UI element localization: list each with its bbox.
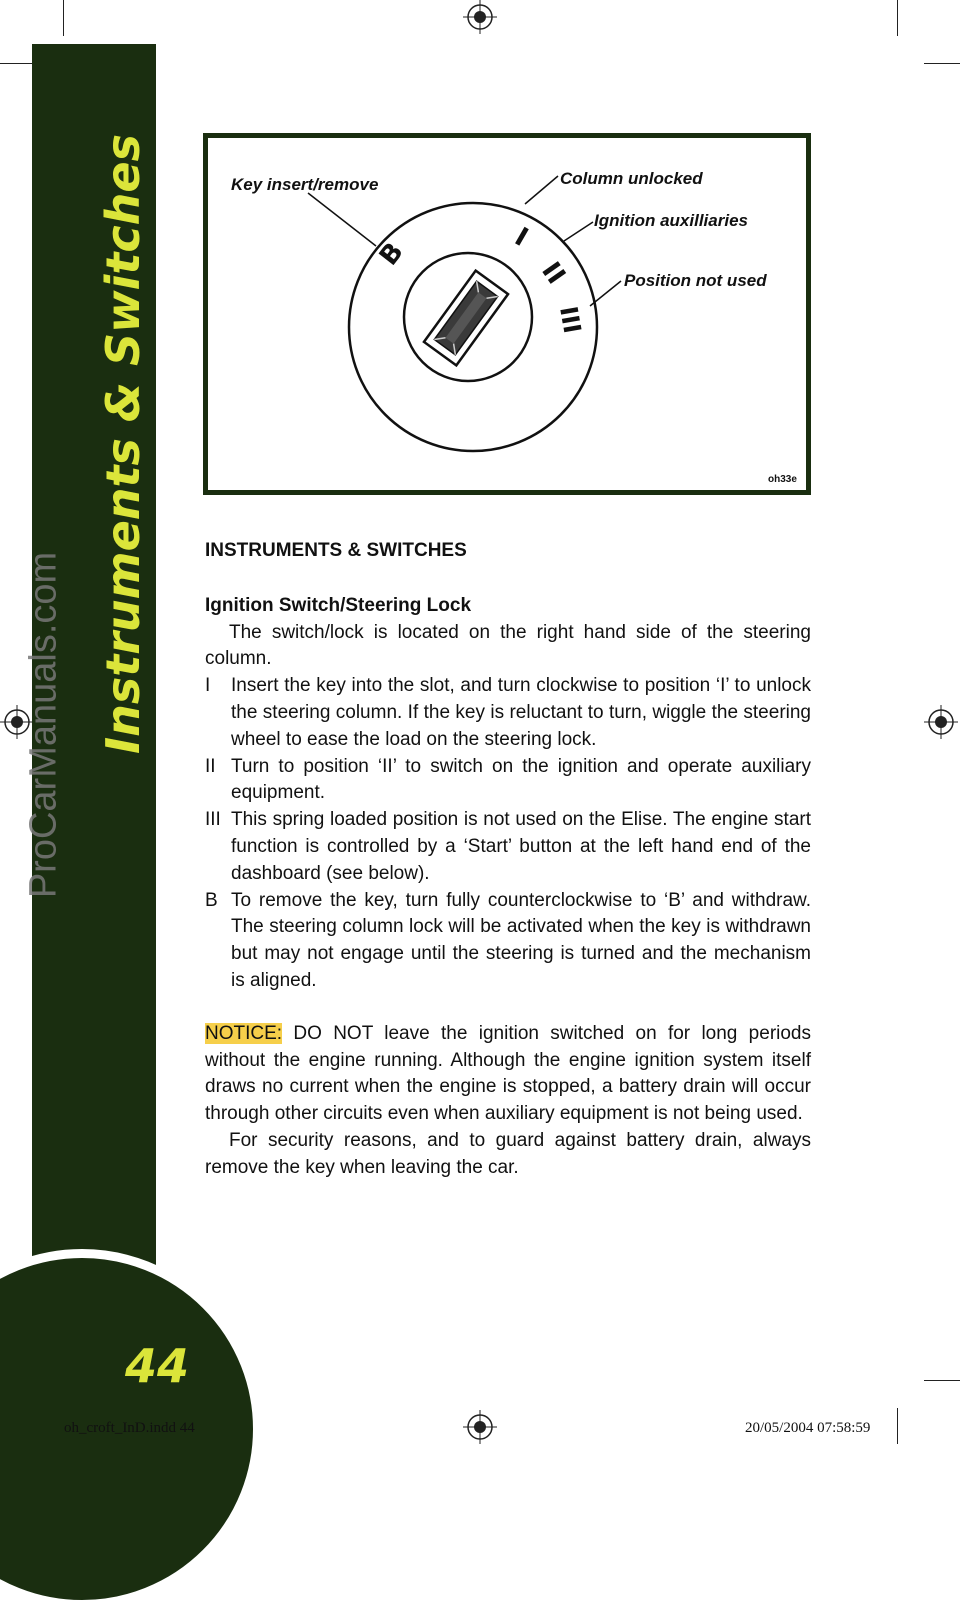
item-number: III <box>205 809 221 831</box>
footer-file: oh_croft_InD.indd 44 <box>64 1420 195 1436</box>
registration-mark-icon <box>924 705 958 739</box>
item-text: This spring loaded position is not used on the Elise. The engine start function is controlled by a ‘Start’ button at the left hand end of the dashboard (see below). <box>231 809 811 884</box>
item-text: Insert the key into the slot, and turn clockwise to position ‘I’ to unlock the steering column. If the key is reluctant to turn, wiggle the steering wheel to ease the load on the steering lock. <box>231 675 811 750</box>
registration-mark-icon <box>463 0 497 34</box>
leader-line <box>308 193 376 246</box>
security-paragraph: For security reasons, and to guard against battery drain, always remove the key when leaving the car. <box>205 1129 811 1178</box>
label-key-insert: Key insert/remove <box>231 175 379 194</box>
position-ii-marking: II <box>535 256 571 290</box>
main-content <box>205 538 811 1182</box>
ignition-switch-figure <box>203 133 811 495</box>
item-number: B <box>205 889 218 911</box>
notice-paragraph <box>205 1021 811 1128</box>
notice-label: NOTICE: <box>205 1022 283 1044</box>
position-i-marking: I <box>509 222 533 253</box>
position-iii-marking: III <box>554 304 587 336</box>
list-item <box>205 673 811 753</box>
label-column-unlocked: Column unlocked <box>560 169 703 188</box>
figure-code: oh33e <box>768 474 797 485</box>
leader-line <box>590 281 621 306</box>
section-subheading: Ignition Switch/Steering Lock <box>205 594 472 616</box>
item-text: Turn to position ‘II’ to switch on the ignition and operate auxiliary equipment. <box>231 755 811 804</box>
label-ignition-aux: Ignition auxilliaries <box>594 211 748 230</box>
list-item <box>205 888 811 995</box>
notice-text: DO NOT leave the ignition switched on for long periods without the engine running. Although the engine ignition system itself draws no current when the engine is stopped, a battery drain will occur through other circuits even when auxiliary equipment is not being used. <box>205 1022 811 1125</box>
ignition-switch-diagram <box>208 138 806 490</box>
item-number: I <box>205 675 211 697</box>
leader-line <box>564 222 593 241</box>
watermark: ProCarManuals.com <box>22 551 65 899</box>
page-number: 44 <box>124 1339 189 1393</box>
list-item <box>205 807 811 887</box>
item-text: To remove the key, turn fully counterclockwise to ‘B’ and withdraw. The steering column lock will be activated when the key is withdrawn but may not engage until the steering is turned and the mechanism is aligned. <box>231 889 811 991</box>
list-item <box>205 754 811 808</box>
crop-mark <box>897 1408 898 1444</box>
registration-mark-icon <box>463 1410 497 1444</box>
section-title: Instruments & Switches <box>96 133 150 755</box>
page-heading: INSTRUMENTS & SWITCHES <box>205 540 467 561</box>
key-slot-icon <box>424 271 508 366</box>
label-position-not-used: Position not used <box>624 271 767 290</box>
crop-mark <box>897 0 898 36</box>
crop-mark <box>924 63 960 64</box>
position-b-marking: B <box>373 237 410 272</box>
item-number: II <box>205 755 216 777</box>
leader-line <box>525 176 558 204</box>
intro-paragraph: The switch/lock is located on the right hand side of the steering column. <box>205 621 811 670</box>
footer-timestamp: 20/05/2004 07:58:59 <box>745 1420 871 1436</box>
crop-mark <box>63 0 64 36</box>
crop-mark <box>924 1380 960 1381</box>
crop-mark <box>0 63 36 64</box>
